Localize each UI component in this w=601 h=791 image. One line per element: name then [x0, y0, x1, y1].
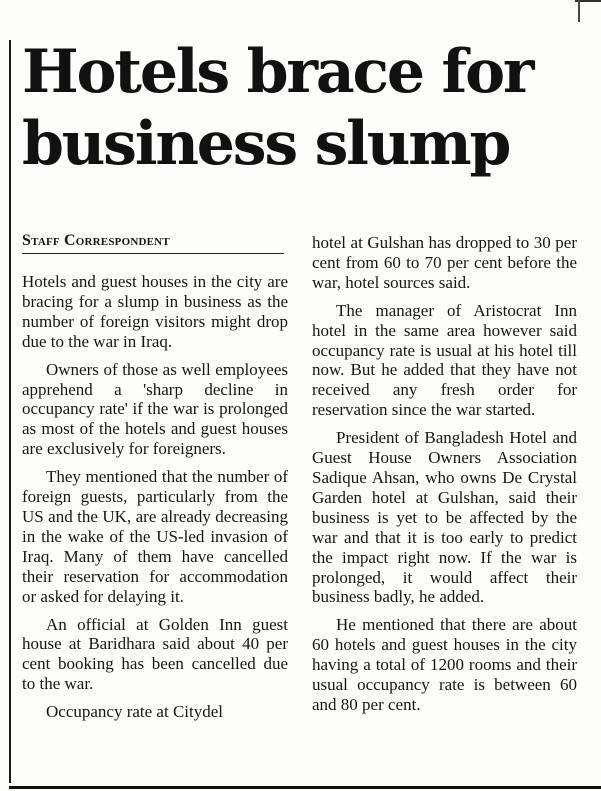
- paragraph: hotel at Gulshan has dropped to 30 per cent from 60 to 70 per cent before the war, hotel sources said.: [312, 233, 577, 292]
- headline: [22, 36, 592, 180]
- headline-line-1: Hotels brace for: [22, 37, 533, 107]
- paragraph: They mentioned that the number of foreign guests, particularly from the US and the UK, are already decreasing in the wake of the US-led invasion of Iraq. Many of them have cancelled their reservation for accommodation or asked for delaying it.: [22, 467, 288, 606]
- paragraph: Occupancy rate at Citydel: [46, 702, 224, 722]
- frame-rule-top-right: [578, 0, 580, 22]
- paragraph: He mentioned that there are about 60 hotels and guest houses in the city having a total of 1200 rooms and their usual occupancy rate is between 60 and 80 per cent.: [312, 615, 577, 714]
- headline-line-2: business slump: [22, 109, 510, 179]
- paragraph: Hotels and guest houses in the city are bracing for a slump in business as the number of foreign visitors might drop due to the war in Iraq.: [22, 272, 288, 351]
- frame-rule-bottom: [9, 786, 601, 789]
- right-column: [312, 233, 577, 723]
- paragraph: Owners of those as well employees apprehend a 'sharp decline in occupancy rate' if the war is prolonged as most of the hotels and guest houses are exclusively for foreigners.: [22, 359, 288, 459]
- frame-rule-left: [9, 40, 11, 783]
- paragraph: An official at Golden Inn guest house at Baridhara said about 40 per cent booking has been cancelled due to the war.: [22, 614, 288, 694]
- paragraph: President of Bangladesh Hotel and Guest House Owners Association Sadique Ahsan, who owns De Crystal Garden hotel at Gulshan, said their business is yet to be affected by the war and that it is too early to predict the impact right now. If the war is prolonged, it would affect their business badly, he added.: [312, 428, 577, 607]
- left-column: [22, 272, 288, 730]
- paragraph: The manager of Aristocrat Inn hotel in the same area however said occupancy rate is usual at his hotel till now. But he added that they have not received any fresh order for reservation since the war started.: [312, 300, 577, 420]
- byline: Staff Correspondent: [22, 232, 284, 254]
